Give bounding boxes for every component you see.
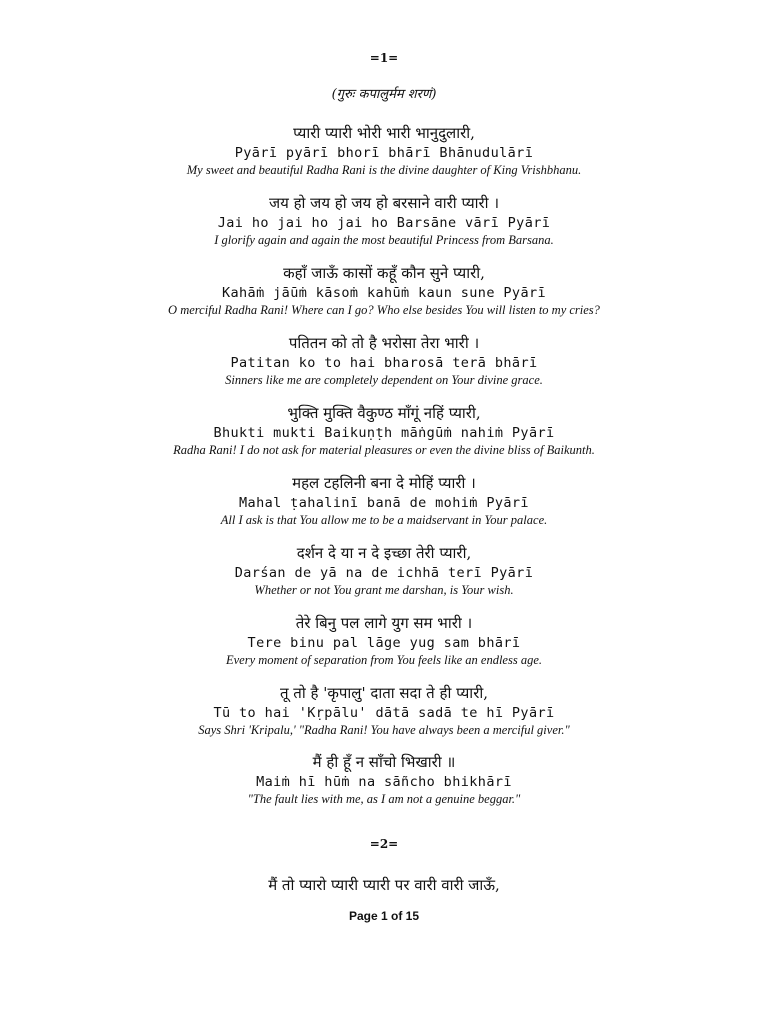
hindi-line: महल टहलिनी बना दे मोहिं प्यारी ।: [292, 474, 476, 492]
hindi-line: जय हो जय हो जय हो बरसाने वारी प्यारी ।: [268, 194, 500, 212]
transliteration-line: Bhukti mukti Baikuṇṭh māṅgūṁ nahiṁ Pyārī: [213, 425, 555, 441]
verse: [0, 682, 768, 746]
verse: [0, 472, 768, 536]
translation-line: All I ask is that You allow me to be a maidservant in Your palace.: [220, 513, 548, 527]
translation-line: Says Shri 'Kripalu,' "Radha Rani! You have always been a merciful giver.": [198, 723, 570, 737]
page-number: Page 1 of 15: [348, 909, 420, 923]
verse: [0, 262, 768, 326]
section-number: =2=: [369, 837, 399, 851]
transliteration-line: Pyārī pyārī bhorī bhārī Bhānudulārī: [234, 145, 534, 161]
hindi-line: तेरे बिनु पल लागे युग सम भारी ।: [295, 614, 473, 632]
verse: [0, 612, 768, 676]
verse: [0, 192, 768, 256]
transliteration-line: Kahāṁ jāūṁ kāsoṁ kahūṁ kaun sune Pyārī: [221, 285, 547, 301]
verse: [0, 751, 768, 815]
transliteration-line: Patitan ko to hai bharosā terā bhārī: [230, 355, 538, 371]
verse: [0, 332, 768, 396]
transliteration-line: Mahal ṭahalinī banā de mohiṁ Pyārī: [239, 495, 529, 511]
section-number: =1=: [369, 51, 399, 65]
translation-line: O merciful Radha Rani! Where can I go? Who else besides You will listen to my cries?: [168, 303, 600, 317]
hindi-line: तू तो है 'कृपालु' दाता सदा ते ही प्यारी,: [279, 684, 488, 702]
hindi-line: प्यारी प्यारी भोरी भारी भानुदुलारी,: [293, 124, 475, 142]
transliteration-line: Tū to hai 'Kṛpālu' dātā sadā te hī Pyārī: [213, 705, 555, 721]
hindi-line: मैं ही हूँ न साँचो भिखारी ॥: [312, 753, 456, 771]
translation-line: I glorify again and again the most beautiful Princess from Barsana.: [214, 233, 554, 247]
hindi-line: दर्शन दे या न दे इच्छा तेरी प्यारी,: [296, 544, 472, 562]
translation-line: Sinners like me are completely dependent on Your divine grace.: [225, 373, 543, 387]
translation-line: Radha Rani! I do not ask for material pleasures or even the divine bliss of Baikunth.: [173, 443, 595, 457]
hindi-line: भुक्ति मुक्ति वैकुण्ठ माँगूं नहिं प्यारी,: [287, 404, 481, 422]
transliteration-line: Jai ho jai ho jai ho Barsāne vārī Pyārī: [217, 215, 551, 231]
hindi-line: मैं तो प्यारो प्यारी प्यारी पर वारी वारी जाऊँ,: [268, 876, 500, 894]
translation-line: Every moment of separation from You feels like an endless age.: [225, 653, 543, 667]
verse: [0, 542, 768, 606]
transliteration-line: Tere binu pal lāge yug sam bhārī: [247, 635, 521, 651]
translation-line: Whether or not You grant me darshan, is Your wish.: [254, 583, 514, 597]
translation-line: "The fault lies with me, as I am not a genuine beggar.": [247, 792, 521, 806]
hindi-line: कहाँ जाऊँ कासों कहूँ कौन सुने प्यारी,: [283, 264, 485, 282]
verse: [0, 402, 768, 466]
transliteration-line: Darśan de yā na de ichhā terī Pyārī: [234, 565, 534, 581]
hindi-line: पतितन को तो है भरोसा तेरा भारी ।: [288, 334, 480, 352]
transliteration-line: Maiṁ hī hūṁ na sāñcho bhikhārī: [256, 774, 512, 790]
translation-line: My sweet and beautiful Radha Rani is the divine daughter of King Vrishbhanu.: [186, 163, 582, 177]
verse: [0, 122, 768, 186]
invocation-line: (गुरुः कपालुर्मम शरणं): [331, 87, 437, 102]
